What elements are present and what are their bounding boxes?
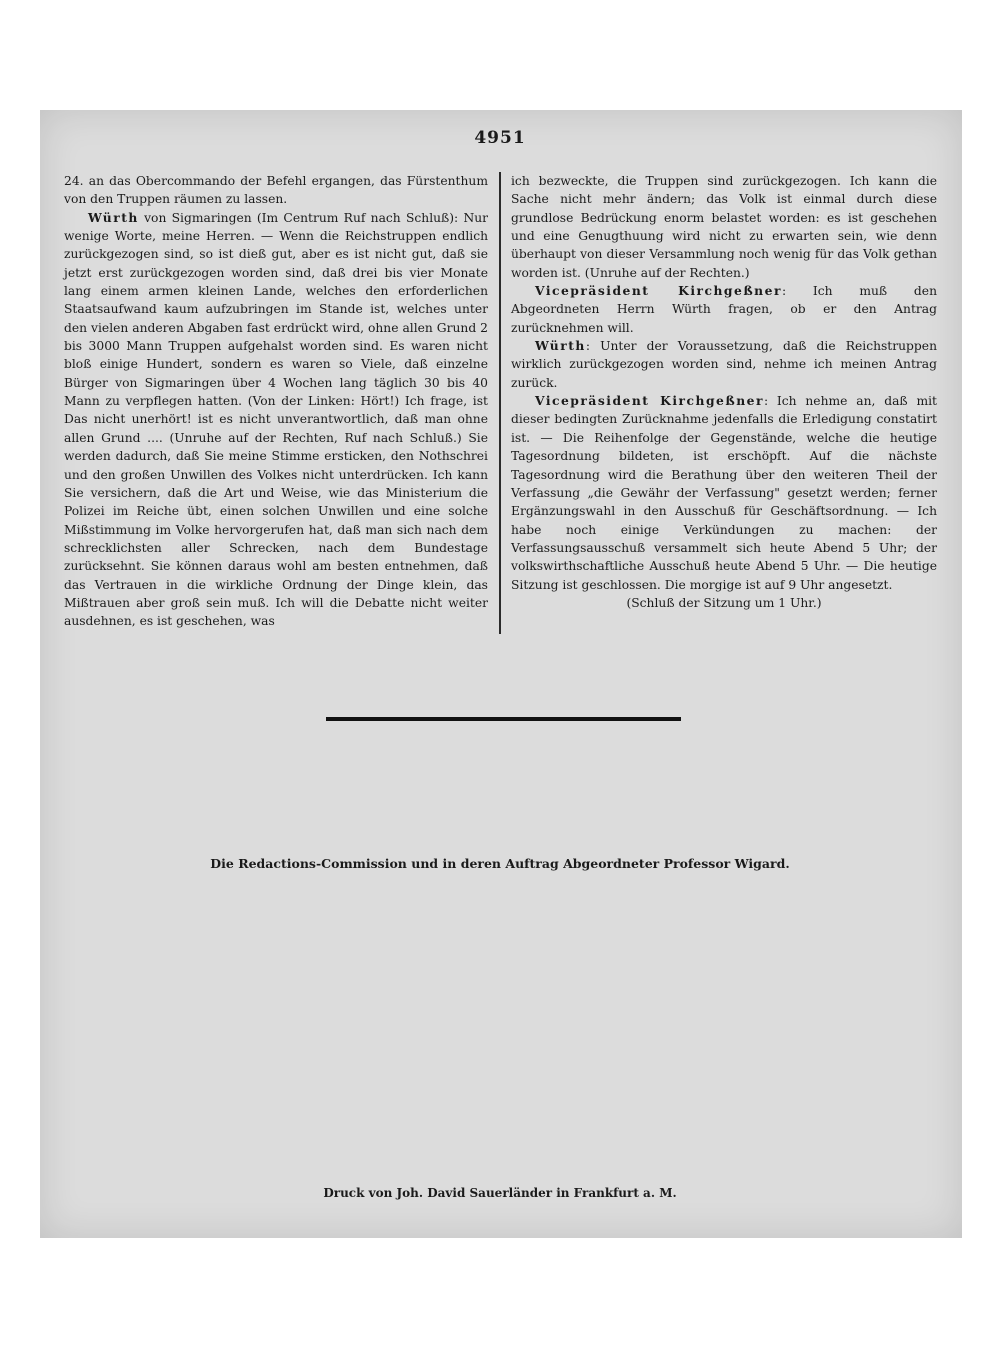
column-divider (499, 172, 501, 634)
printer-imprint: Druck von Joh. David Sauerländer in Frankfurt a. M. (323, 1186, 677, 1200)
paragraph-text: (Schluß der Sitzung um 1 Uhr.) (626, 595, 822, 610)
speaker-name: Vicepräsident Kirchgeßner (535, 283, 782, 299)
left-column (64, 172, 488, 631)
paragraph (511, 282, 937, 337)
editorial-credit: Die Redactions-Commission und in deren Auftrag Abgeordneter Professor Wigard. (210, 856, 790, 871)
section-separator-rule (326, 717, 681, 721)
paragraph-text: von Sigmaringen (Im Centrum Ruf nach Schluß): Nur wenige Worte, meine Herren. — Wenn die Reichstruppen endlich zurückgezogen sind, so ist dieß gut, aber es ist nicht gut, daß sie jetzt erst zurückgezogen worden sind, daß drei bis vier Monate lang einem armen kleinen Lande, welches den erforderlichen Staatsaufwand kaum aufzubringen im Stande ist, welches unter den vielen anderen Abgaben fast erdrückt wird, ohne allen Grund 2 bis 3000 Mann Truppen aufgehalst worden sind. Es waren nicht bloß einige Hundert, sondern es waren so Viele, daß einzelne Bürger von Sigmaringen über 4 Wochen lang täglich 30 bis 40 Mann zu verpflegen hatten. (Von der Linken: Hört!) Ich frage, ist Das nicht unerhört! ist es nicht unverantwortlich, daß man ohne allen Grund .... (Unruhe auf der Rechten, Ruf nach Schluß.) Sie werden dadurch, daß Sie meine Stimme ersticken, den Nothschrei und den großen Unwillen des Volkes nicht unterdrücken. Ich kann Sie versichern, daß die Art und Weise, wie das Ministerium die Polizei im Reiche übt, einen solchen Unwillen und eine solche Mißstimmung im Volke hervorgerufen hat, daß man sich nach dem schrecklichsten aller Schrecken, nach dem Bundestage zurücksehnt. Sie können daraus wohl am besten entnehmen, daß das Vertrauen in die wirkliche Ordnung der Dinge klein, das Mißtrauen aber groß sein muß. Ich will die Debatte nicht weiter ausdehnen, es ist geschehen, was (64, 210, 488, 629)
paragraph (511, 392, 937, 594)
speaker-name: Vicepräsident Kirchgeßner (535, 393, 764, 409)
paragraph (64, 172, 488, 209)
paragraph (511, 337, 937, 392)
paragraph-text: 24. an das Obercommando der Befehl ergangen, das Fürstenthum von den Truppen räumen zu lassen. (64, 174, 488, 207)
paragraph (511, 594, 937, 612)
speaker-name: Würth (88, 209, 139, 225)
paragraph-text: : Ich muß den Abgeordneten Herrn Würth fragen, ob er den Antrag zurücknehmen will. (511, 284, 937, 335)
paragraph-text: : Ich nehme an, daß mit dieser bedingten Zurücknahme jedenfalls die Erledigung constatirt ist. — Die Reihenfolge der Gegenstände, welche die heutige Tagesordnung bildeten, ist erschöpft. Auf die nächste Tagesordnung wird die Berathung über den weiteren Theil der Verfassung „die Gewähr der Verfassung" gesetzt werden; ferner Ergänzungswahl in den Ausschuß für Geschäftsordnung. — Ich habe noch einige Verkündungen zu machen: der Verfassungsausschuß versammelt sich heute Abend 5 Uhr; der volkswirthschaftliche Ausschuß heute Abend 5 Uhr. — Die heutige Sitzung ist geschlossen. Die morgige ist auf 9 Uhr angesetzt. (511, 394, 937, 592)
speaker-name: Würth (535, 338, 586, 354)
paragraph (64, 209, 488, 631)
right-column (511, 172, 937, 612)
paragraph (511, 172, 937, 282)
page-number: 4951 (474, 128, 526, 148)
paragraph-text: : Unter der Voraussetzung, daß die Reichstruppen wirklich zurückgezogen worden sind, nehme ich meinen Antrag zurück. (511, 339, 937, 390)
paragraph-text: ich bezweckte, die Truppen sind zurückgezogen. Ich kann die Sache nicht mehr ändern; das Volk ist einmal durch diese grundlose Bedrückung enorm belastet worden: es ist geschehen und eine Genugthuung wird nicht zu erwarten sein, wie denn überhaupt von dieser Versammlung noch wenig für das Volk gethan worden ist. (Unruhe auf der Rechten.) (511, 174, 937, 280)
